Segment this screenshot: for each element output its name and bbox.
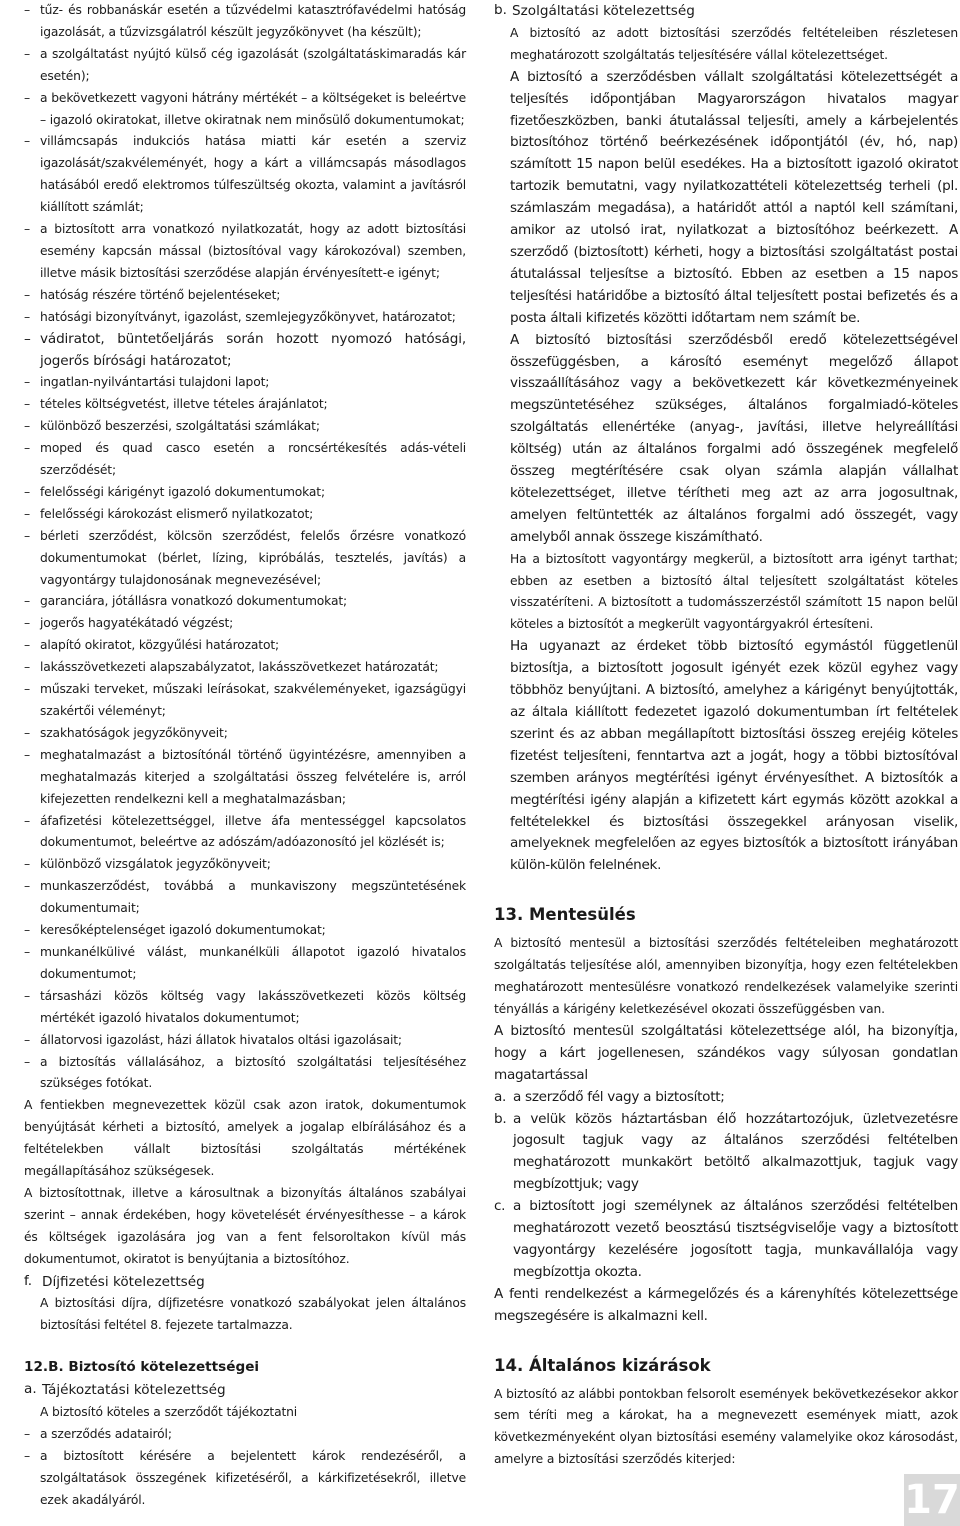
item-letter: a. xyxy=(494,1088,507,1105)
list-item: – különböző vizsgálatok jegyzőkönyveit; xyxy=(24,854,466,876)
paragraph: A biztosító az alábbi pontokban felsorolt események bekövetkezésekor akkor sem téríti meg a károkat, ha a megnevezett események miatt, azok következményeként olyan biztosítási esemény valamelyike okoz károsodást, amelyre a biztosítási szerződés kiterjed: xyxy=(494,1386,958,1467)
list-item: – munkaszerződést, továbbá a munkaviszony megszüntetésének dokumentumait; xyxy=(24,876,466,920)
info-list xyxy=(24,1424,466,1512)
list-item: – jogerős hagyatékátadó végzést; xyxy=(24,613,466,635)
list-item: – a biztosított kérésére a bejelentett károk rendezéséről, a szolgáltatások összegének kifizetéséről, a kárkifizetésekről, illetve ezek akadályáról. xyxy=(24,1446,466,1512)
section-title: Tájékoztatási kötelezettség xyxy=(42,1382,226,1399)
list-item xyxy=(494,1109,958,1197)
list-item: – felelősségi kárigényt igazoló dokumentumokat; xyxy=(24,482,466,504)
list-item: – különböző beszerzési, szolgáltatási számlákat; xyxy=(24,416,466,438)
list-item: – villámcsapás indukciós hatása miatti kár esetén a szerviz igazolását/szakvéleményét, hogy a kárt a villámcsapás másodlagos hatásából eredő elektromos túlfeszültség okozta, valamint a javításról kiállított számlát; xyxy=(24,131,466,219)
item-letter: c. xyxy=(494,1198,506,1215)
list-item: – a szolgáltatást nyújtó külső cég igazolását (szolgáltatáskimaradás kár esetén); xyxy=(24,44,466,88)
section-heading-12b: 12.B. Biztosító kötelezettségei xyxy=(24,1359,260,1376)
section-heading-13: 13. Mentesülés xyxy=(494,905,636,925)
item-text: a velük közös háztartásban élő hozzátartozójuk, üzletvezetésre jogosult tagjuk vagy az általános szerződési feltételben meghatározott munkakört betöltő alkalmazottjuk, tagjuk vagy megbízottjuk; vagy xyxy=(513,1110,958,1193)
list-item: – keresőképtelenséget igazoló dokumentumokat; xyxy=(24,920,466,942)
paragraph: A biztosító mentesül szolgáltatási kötelezettsége alól, ha bizonyítja, hogy a kárt jogellenesen, szándékos vagy súlyosan gondatlan magatartással xyxy=(494,1022,958,1083)
list-item: – tűz- és robbanáskár esetén a tűzvédelmi katasztrófavédelmi hatóság igazolását, a tűzvizsgálatról készült jegyzőkönyvet (ha készült); xyxy=(24,0,466,44)
paragraph: A fenti rendelkezést a kármegelőzés és a kárenyhítés kötelezettsége megszegésére is alkalmazni kell. xyxy=(494,1285,958,1324)
required-documents-list xyxy=(24,0,466,1095)
list-item: – a biztosított arra vonatkozó nyilatkozatát, hogy az adott biztosítási esemény kapcsán mással (biztosítóval vagy károkozóval) szemben, illetve másik biztosítási szerződése alapján érvényesített-e igényt; xyxy=(24,219,466,285)
paragraph: Ha a biztosított vagyontárgy megkerül, a biztosított arra igényt tarthat; ebben az esetben a biztosító által teljesített szolgáltatást köteles visszatéríteni. A biztosított a tudomásszerzéstől számított 15 napon belül köteles a biztosítót a megkerült vagyontárgyakról értesíteni. xyxy=(510,551,958,632)
list-item: – munkanélkülivé válást, munkanélküli állapotot igazoló hivatalos dokumentumot; xyxy=(24,942,466,986)
item-letter: b. xyxy=(494,1110,507,1127)
section-f-heading xyxy=(24,1271,466,1294)
section-letter: f. xyxy=(24,1272,33,1289)
right-column xyxy=(494,0,958,1471)
paragraph: A biztosító a szerződésben vállalt szolgáltatási kötelezettségét a teljesítés időpontjában Magyarországon hivatalos magyar fizetőeszközben, banki átutalással teljesíti, amely a kárbejelentés biztosítóhoz történő beérkezésének időpontjától (év, hó, nap) számított 15 napon belül esedékes. Ha a biztosított igazoló okiratot tartozik bemutatni, vagy nyilatkozattételi kötelezettség terheli (pl. számlaszám megadása), a határidőt attól a naptól kell számítani, amikor az utolsó irat, nyilatkozat a biztosítóhoz beérkezett. A szerződő (biztosított) kérheti, hogy a biztosítási szolgáltatást postai átutalással teljesítse a biztosító. Ebben az esetben a 15 napos teljesítési határidőbe a biztosító által teljesített postai befizetés és a posta általi kifizetés közötti időtartam nem számít be. xyxy=(510,68,958,326)
list-item: – felelősségi károkozást elismerő nyilatkozatot; xyxy=(24,504,466,526)
paragraph: Ha ugyanazt az érdeket több biztosító egymástól függetlenül biztosítja, a biztosított jogosult igényét ezek közül egyhez vagy többhöz benyújtani. A biztosító, amelyhez a kárigényt benyújtották, az általa kiállított fedezetet igazoló dokumentumban írt feltételek szerint és az abban megállapított biztosítási összeg erejéig köteles fizetést teljesíteni, fenntartva azt a jogát, hogy a többi biztosítóval szemben arányos megtérítési igényt érvényesíthet. A biztosítók a megtérítési igény alapján a kifizetett kárt egymás között azokkal a feltételekkel és biztosítási összegekkel arányosan viselik, amelyeknek megfelelően az egyes biztosítók a biztosított irányában külön-külön felelnének. xyxy=(510,638,958,874)
list-item: – tételes költségvetést, illetve tételes árajánlatot; xyxy=(24,394,466,416)
paragraph: A biztosító az adott biztosítási szerződés feltételeiben részletesen meghatározott szolgáltatás teljesítésére vállal kötelezettséget. xyxy=(510,25,958,62)
list-item: – hatósági bizonyítványt, igazolást, szemlejegyzőkönyvet, határozatot; xyxy=(24,307,466,329)
list-item xyxy=(494,1196,958,1284)
paragraph: A biztosítottnak, illetve a károsultnak a bizonyítás általános szabályai szerint – annak érdekében, hogy követelését érvényesíthesse – a károk és költségek igazolására jog van a fent felsoroltakon kívül más dokumentumot, okiratot is benyújtania a biztosítóhoz. xyxy=(24,1185,466,1266)
paragraph: A biztosító biztosítási szerződésből eredő kötelezettségével összefüggésben, a károsító eseményt megelőző állapot visszaállításához vagy a bekövetkezett kár következményeinek megszüntetéséhez szükséges, általános forgalmiadó-köteles szolgáltatás ellenértéke (anyag-, javítási, illetve helyreállítási költség) után az általános forgalmi adó összegének megfelelő összeg megtérítésére csak olyan számla alapján vállalhat kötelezettséget, illetve térítheti meg azt az arra jogosultnak, amelyen feltüntették az általános forgalmi adó összegét, vagy amelyből annak összege kiszámítható. xyxy=(510,331,958,545)
list-item: – műszaki terveket, műszaki leírásokat, szakvéleményeket, igazságügyi szakértői véleményt; xyxy=(24,679,466,723)
list-item: – a bekövetkezett vagyoni hátrány mértékét – a költségeket is beleértve – igazoló okiratokat, illetve okiratnak nem minősülő dokumentumokat; xyxy=(24,88,466,132)
list-item: – vádiratot, büntetőeljárás során hozott nyomozó hatósági, jogerős bírósági határozatot; xyxy=(24,329,466,373)
list-item: – alapító okiratot, közgyűlési határozatot; xyxy=(24,635,466,657)
list-item: – a szerződés adatairól; xyxy=(24,1424,466,1446)
paragraph: A biztosítási díjra, díjfizetésre vonatkozó szabályokat jelen általános biztosítási feltétel 8. fejezete tartalmazza. xyxy=(40,1296,466,1333)
page-number: 17 xyxy=(904,1474,960,1526)
list-item: – lakásszövetkezeti alapszabályzatot, lakásszövetkezet határozatát; xyxy=(24,657,466,679)
section-b-heading xyxy=(494,0,958,23)
paragraph: A fentiekben megnevezettek közül csak azon iratok, dokumentumok benyújtását kérheti a biztosító, amelyek a jogalap elbírálásához és a feltételekben vállalt biztosítási szolgáltatás mértékének megállapításához szükségesek. xyxy=(24,1098,466,1179)
paragraph: A biztosító köteles a szerződőt tájékoztatni xyxy=(40,1405,298,1420)
list-item: – társasházi közös költség vagy lakásszövetkezeti közös költség mértékét igazoló hivatalos dokumentumot; xyxy=(24,986,466,1030)
list-item: – ingatlan-nyilvántartási tulajdoni lapot; xyxy=(24,372,466,394)
list-item: – áfafizetési kötelezettséggel, illetve áfa mentességgel kapcsolatos dokumentumot, beleértve az adószám/adóazonosító jel közlését is; xyxy=(24,811,466,855)
item-text: a biztosított jogi személynek az általános szerződési feltételben meghatározott vezető beosztású tisztségviselője vagy a biztosított vagyontárgy kezelésére jogosított tagja, munkavállalója vagy megbízottja okozta. xyxy=(513,1198,958,1280)
section-title: Díjfizetési kötelezettség xyxy=(42,1273,205,1290)
exemption-list xyxy=(494,1087,958,1284)
list-item: – bérleti szerződést, kölcsön szerződést, felelős őrzésre vonatkozó dokumentumokat (bérlet, lízing, kipróbálás, tesztelés, javítás) a vagyontárgy tulajdonosának megnevezésével; xyxy=(24,526,466,592)
list-item: – állatorvosi igazolást, házi állatok hivatalos oltási igazolásait; xyxy=(24,1030,466,1052)
section-heading-14: 14. Általános kizárások xyxy=(494,1355,711,1375)
list-item: – hatóság részére történő bejelentéseket; xyxy=(24,285,466,307)
left-column xyxy=(24,0,466,1512)
list-item: – a biztosítás vállalásához, a biztosító szolgáltatási teljesítéséhez szükséges fotókat. xyxy=(24,1052,466,1096)
item-text: a szerződő fél vagy a biztosított; xyxy=(513,1088,725,1105)
section-letter: a. xyxy=(24,1381,37,1398)
list-item: – garanciára, jótállásra vonatkozó dokumentumokat; xyxy=(24,591,466,613)
section-title: Szolgáltatási kötelezettség xyxy=(512,3,695,19)
list-item xyxy=(494,1087,958,1109)
list-item: – meghatalmazást a biztosítónál történő ügyintézésre, amennyiben a meghatalmazás kiterjed a szolgáltatási összeg felvételére is, arról kifejezetten rendelkezni kell a meghatalmazásban; xyxy=(24,745,466,811)
paragraph: A biztosító mentesül a biztosítási szerződés feltételeiben meghatározott szolgáltatás teljesítése alól, amennyiben bizonyítja, hogy ezen feltételekben meghatározott mentesülésre vonatkozó rendelkezések valamelyike szerinti tényállás a kárigény keletkezésével okozati összefüggésben van. xyxy=(494,936,958,1016)
section-letter: b. xyxy=(494,2,507,18)
section-a-heading xyxy=(24,1379,466,1402)
list-item: – szakhatóságok jegyzőkönyveit; xyxy=(24,723,466,745)
list-item: – moped és quad casco esetén a roncsértékesítés adás-vételi szerződését; xyxy=(24,438,466,482)
